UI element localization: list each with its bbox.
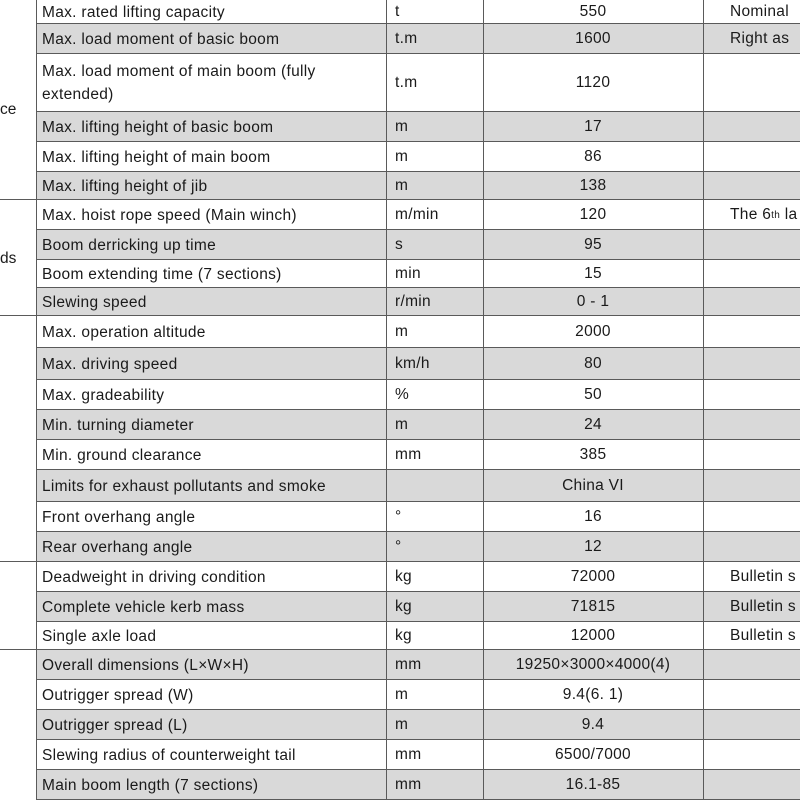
remark — [703, 410, 800, 440]
param-name: Boom derricking up time — [36, 230, 386, 260]
remark: Nominal — [730, 3, 789, 20]
param-name: Max. operation altitude — [42, 323, 206, 341]
unit: m — [386, 410, 483, 440]
remark — [703, 316, 800, 348]
remark — [703, 54, 800, 112]
unit: min — [395, 265, 421, 282]
table-row — [0, 650, 800, 680]
param-name: Max. load moment of basic boom — [36, 24, 386, 54]
value: 16.1-85 — [483, 770, 703, 800]
table-row — [0, 316, 800, 348]
remark — [703, 650, 800, 680]
table-row — [0, 380, 800, 410]
unit: km/h — [386, 348, 483, 380]
unit: m — [386, 710, 483, 740]
unit: mm — [386, 650, 483, 680]
param-name: Limits for exhaust pollutants and smoke — [36, 470, 386, 502]
unit: % — [395, 386, 410, 403]
value: 72000 — [570, 568, 616, 585]
unit: m — [395, 323, 409, 340]
table-row — [0, 288, 800, 316]
unit: t.m — [386, 24, 483, 54]
unit: ° — [386, 532, 483, 562]
table-row — [0, 200, 800, 230]
param-name: Max. lifting height of main boom — [42, 148, 271, 166]
table-row — [0, 112, 800, 142]
param-name: Overall dimensions (L×W×H) — [36, 650, 386, 680]
param-name: Max. driving speed — [36, 348, 386, 380]
value: 138 — [483, 172, 703, 200]
remark-superscript: th — [771, 209, 781, 221]
unit: t.m — [395, 74, 418, 91]
unit: m/min — [395, 206, 439, 223]
remark — [703, 470, 800, 502]
table-row — [0, 142, 800, 172]
value: 24 — [483, 410, 703, 440]
column-divider — [386, 0, 387, 800]
unit: m — [395, 686, 409, 703]
unit: m — [386, 172, 483, 200]
unit: kg — [386, 592, 483, 622]
unit: mm — [395, 446, 422, 463]
remark: Bulletin s — [703, 592, 800, 622]
table-row — [0, 260, 800, 288]
group-divider — [0, 561, 36, 562]
remark-text: la — [780, 206, 798, 223]
remark — [703, 770, 800, 800]
remark-text: The 6 — [730, 206, 772, 223]
table-row — [0, 502, 800, 532]
param-name: Main boom length (7 sections) — [36, 770, 386, 800]
value: 80 — [483, 348, 703, 380]
value: 1120 — [575, 74, 611, 91]
table-row — [0, 770, 800, 800]
group-divider — [0, 649, 36, 650]
param-name: Max. hoist rope speed (Main winch) — [42, 206, 297, 224]
remark — [703, 230, 800, 260]
table-row — [0, 440, 800, 470]
param-name: Max. lifting height of jib — [36, 172, 386, 200]
table-row — [0, 592, 800, 622]
value: 12000 — [570, 627, 616, 644]
unit: mm — [395, 746, 422, 763]
value: 19250×3000×4000(4) — [483, 650, 703, 680]
table-row — [0, 470, 800, 502]
param-name: Front overhang angle — [42, 508, 196, 526]
table-row — [0, 0, 800, 24]
param-name: Max. gradeability — [42, 386, 165, 404]
value: 50 — [584, 386, 602, 403]
remark — [703, 440, 800, 470]
group-divider — [0, 315, 36, 316]
remark — [703, 740, 800, 770]
value: 95 — [483, 230, 703, 260]
param-name: Max. rated lifting capacity — [42, 3, 225, 21]
table-row — [0, 230, 800, 260]
remark — [703, 288, 800, 316]
param-name: Min. ground clearance — [42, 446, 202, 464]
unit: s — [386, 230, 483, 260]
param-name: Complete vehicle kerb mass — [36, 592, 386, 622]
unit — [386, 470, 483, 502]
group-label: ce — [0, 101, 17, 118]
table-row — [0, 532, 800, 562]
value: 17 — [483, 112, 703, 142]
unit: m — [395, 148, 409, 165]
remark — [703, 348, 800, 380]
table-row — [0, 622, 800, 650]
table-row — [0, 348, 800, 380]
value: 15 — [584, 265, 602, 282]
remark — [703, 142, 800, 172]
param-name: Outrigger spread (L) — [36, 710, 386, 740]
group-divider — [0, 199, 36, 200]
param-name: Rear overhang angle — [36, 532, 386, 562]
unit: m — [386, 112, 483, 142]
remark — [703, 112, 800, 142]
value: 6500/7000 — [555, 746, 631, 763]
group-label: ds — [0, 250, 17, 267]
value: 9.4 — [483, 710, 703, 740]
value: 16 — [584, 508, 602, 525]
table-row — [0, 740, 800, 770]
value: 120 — [579, 206, 607, 223]
value: 2000 — [575, 323, 611, 340]
table-row — [0, 172, 800, 200]
remark — [703, 532, 800, 562]
value: 9.4(6. 1) — [562, 686, 624, 703]
value: 0 - 1 — [483, 288, 703, 316]
param-name: Outrigger spread (W) — [42, 686, 194, 704]
column-divider — [36, 0, 37, 800]
unit: r/min — [386, 288, 483, 316]
unit: kg — [395, 627, 412, 644]
param-name: Single axle load — [42, 627, 157, 645]
value: 385 — [579, 446, 607, 463]
table-row — [0, 24, 800, 54]
value: 12 — [483, 532, 703, 562]
value: 1600 — [483, 24, 703, 54]
remark: Right as — [703, 24, 800, 54]
value: 86 — [584, 148, 602, 165]
unit: kg — [395, 568, 412, 585]
remark — [703, 502, 800, 532]
param-name: Slewing speed — [36, 288, 386, 316]
param-name: Max. load moment of main boom (fully extended) — [42, 63, 316, 103]
value: 71815 — [483, 592, 703, 622]
table-row — [0, 710, 800, 740]
remark — [703, 200, 800, 230]
value: China VI — [483, 470, 703, 502]
table-row — [0, 410, 800, 440]
unit: ° — [395, 508, 402, 525]
column-divider — [483, 0, 484, 800]
remark — [703, 260, 800, 288]
remark — [703, 380, 800, 410]
param-name: Min. turning diameter — [36, 410, 386, 440]
remark: Bulletin s — [730, 627, 796, 644]
unit: mm — [386, 770, 483, 800]
unit: t — [395, 3, 400, 20]
value: 550 — [579, 3, 607, 20]
param-name: Max. lifting height of basic boom — [36, 112, 386, 142]
table-row — [0, 54, 800, 112]
param-name: Deadweight in driving condition — [42, 568, 266, 586]
param-name: Slewing radius of counterweight tail — [42, 746, 296, 764]
column-divider — [703, 0, 704, 800]
remark: Bulletin s — [730, 568, 796, 585]
remark — [703, 710, 800, 740]
param-name: Boom extending time (7 sections) — [42, 265, 282, 283]
remark — [703, 172, 800, 200]
table-row — [0, 562, 800, 592]
remark — [703, 680, 800, 710]
table-row — [0, 680, 800, 710]
